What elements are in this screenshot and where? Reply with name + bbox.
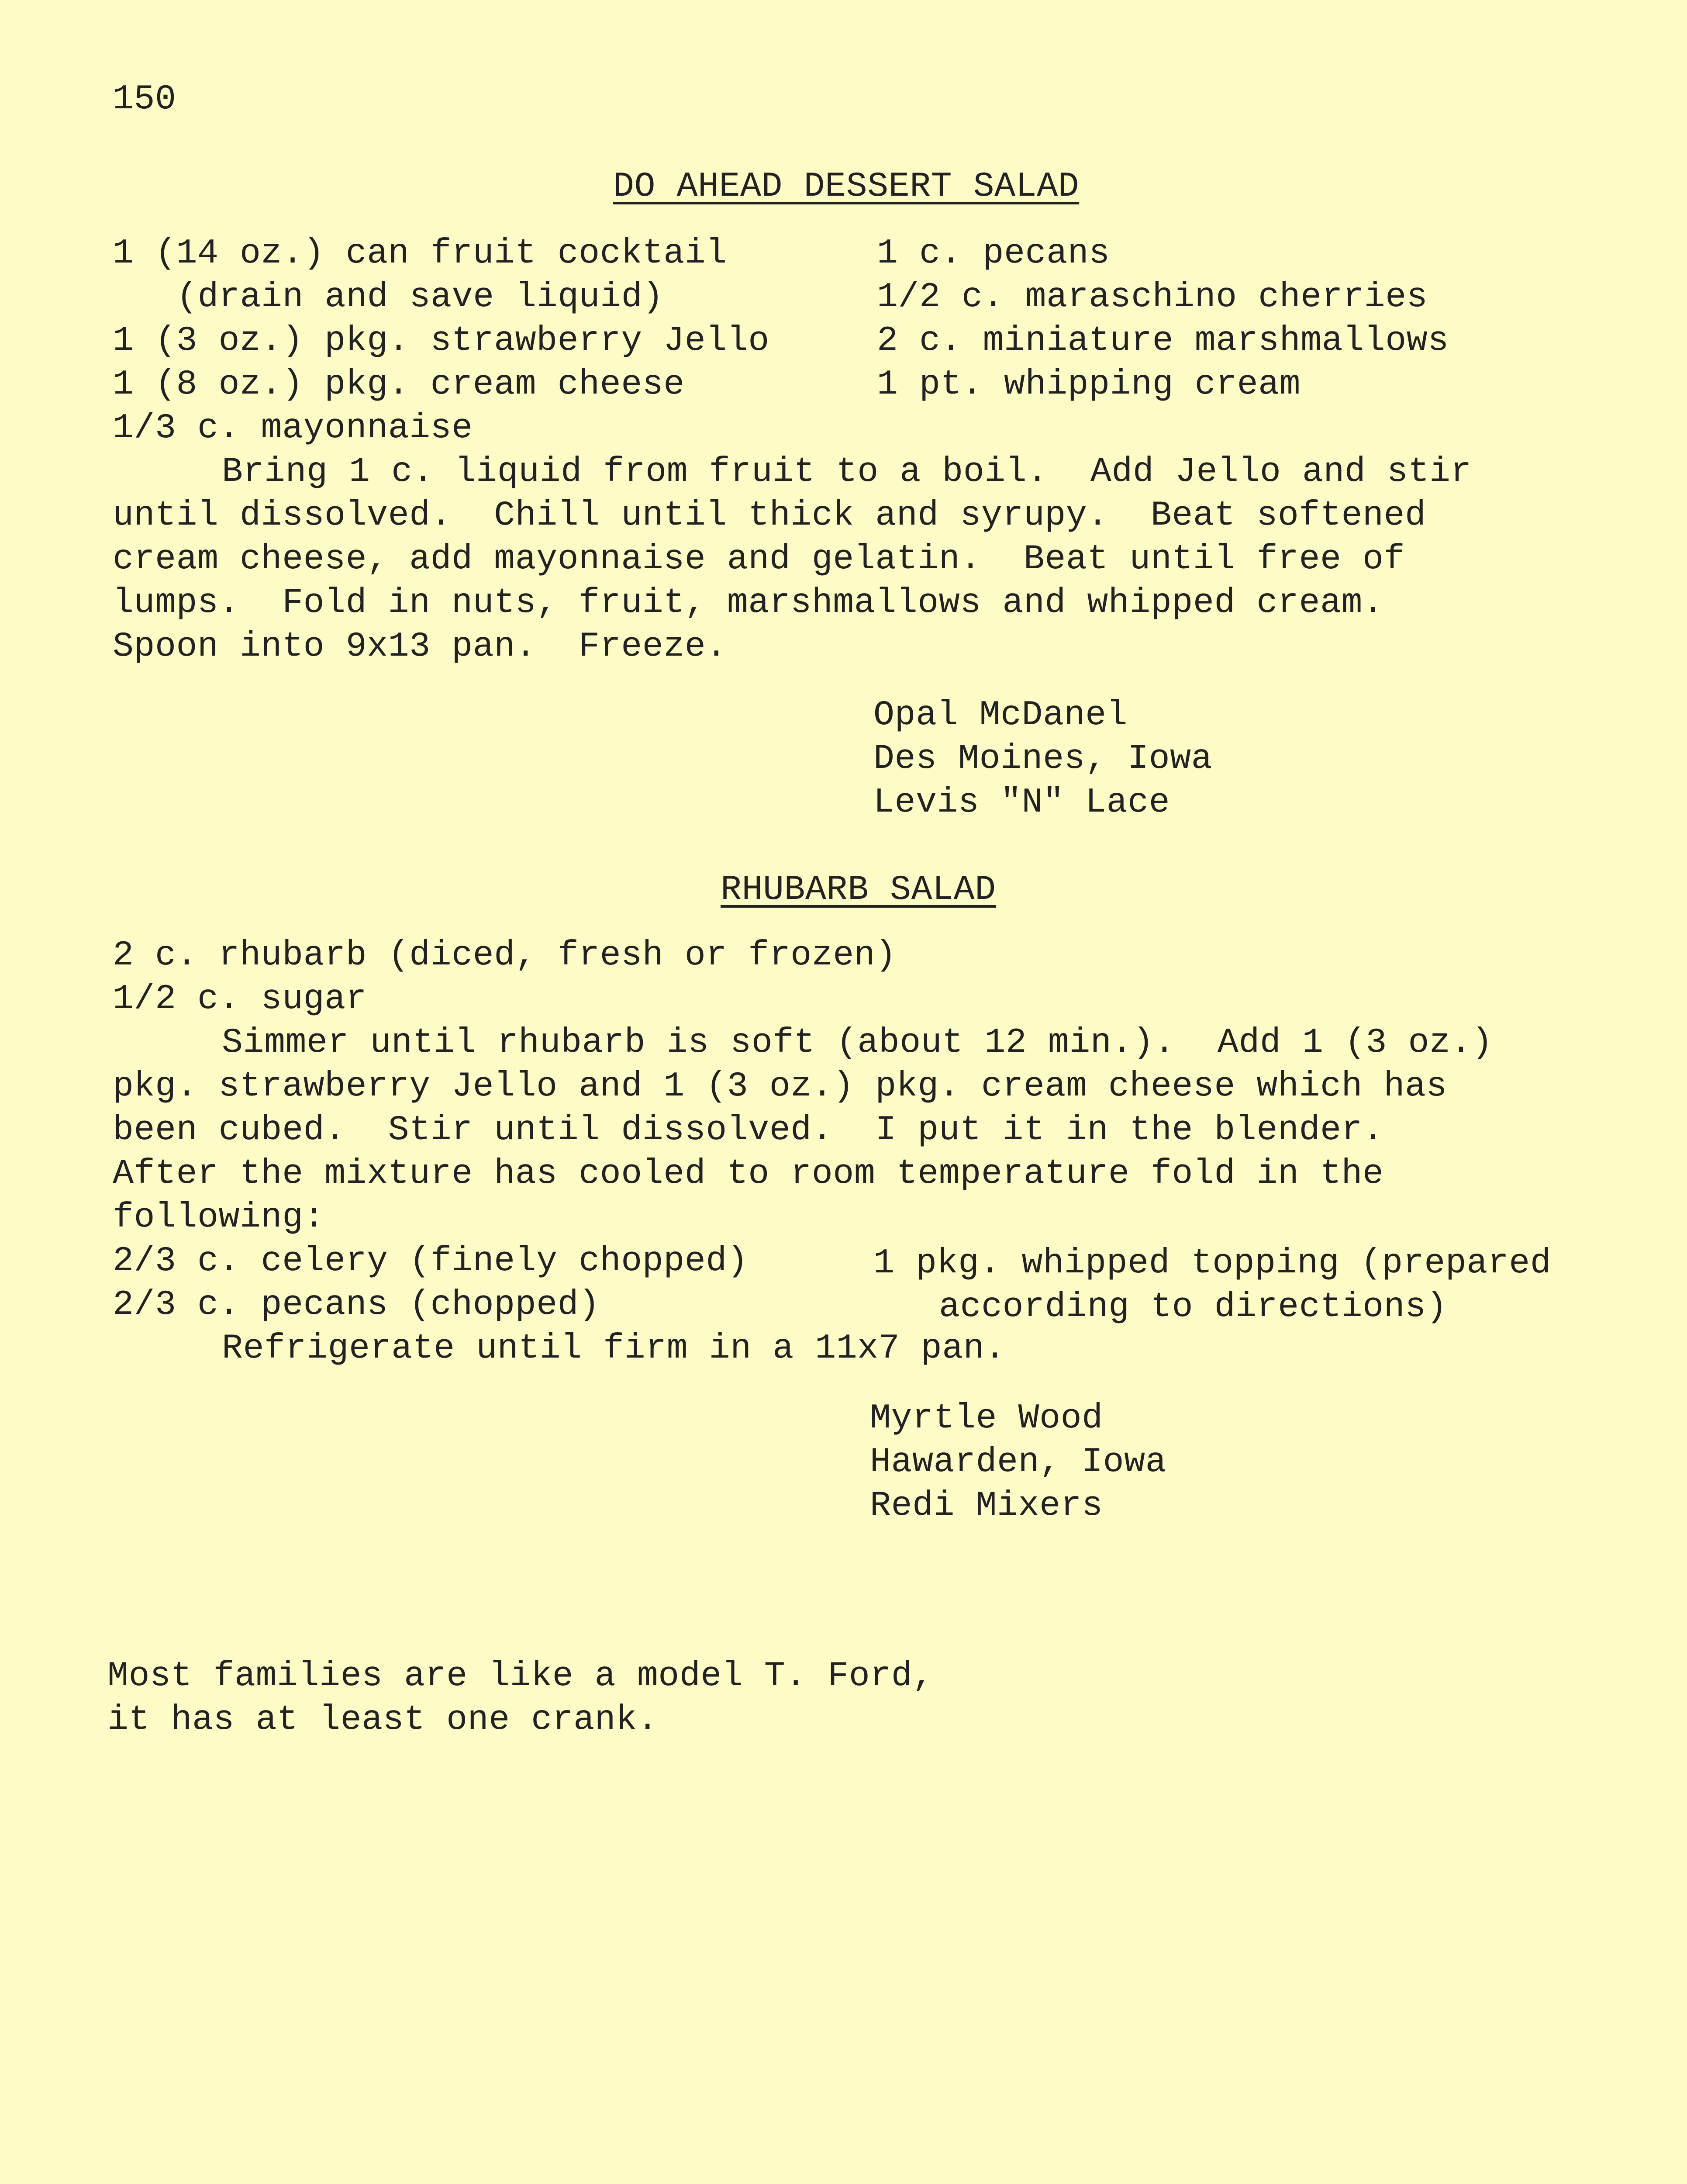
direction-line: pkg. strawberry Jello and 1 (3 oz.) pkg. cream cheese which has [113, 1067, 1447, 1106]
ingredient: 1 pt. whipping cream [877, 365, 1301, 404]
ingredient: 1/3 c. mayonnaise [113, 408, 473, 448]
ingredient-note: (drain and save liquid) [176, 277, 664, 317]
ingredient: 1 pkg. whipped topping (prepared [873, 1244, 1552, 1283]
ingredient: 1 c. pecans [877, 234, 1110, 273]
author-name: Myrtle Wood [870, 1399, 1103, 1438]
recipe-title: RHUBARB SALAD [721, 870, 996, 910]
recipe-title: DO AHEAD DESSERT SALAD [613, 167, 1080, 207]
ingredient: 2 c. rhubarb (diced, fresh or frozen) [113, 936, 897, 975]
page-number: 150 [113, 79, 176, 119]
ingredient: 1/2 c. sugar [113, 979, 367, 1019]
ingredient: 2/3 c. pecans (chopped) [113, 1285, 600, 1325]
author-city: Hawarden, Iowa [870, 1442, 1167, 1482]
ingredient: 1/2 c. maraschino cherries [877, 277, 1428, 317]
ingredient: 2 c. miniature marshmallows [877, 321, 1449, 361]
author-club: Redi Mixers [870, 1486, 1103, 1526]
direction-line: Refrigerate until firm in a 11x7 pan. [222, 1329, 1006, 1368]
ingredient: 2/3 c. celery (finely chopped) [113, 1241, 749, 1281]
author-city: Des Moines, Iowa [873, 739, 1213, 779]
direction-line: Bring 1 c. liquid from fruit to a boil. Add Jello and stir [222, 452, 1472, 492]
ingredient: 1 (3 oz.) pkg. strawberry Jello [113, 321, 769, 361]
direction-line: cream cheese, add mayonnaise and gelatin. Beat until free of [113, 539, 1405, 579]
author-name: Opal McDanel [873, 695, 1128, 735]
direction-line: following: [113, 1198, 325, 1237]
ingredient: 1 (8 oz.) pkg. cream cheese [113, 365, 685, 404]
quote-line: it has at least one crank. [107, 1700, 659, 1740]
ingredient: 1 (14 oz.) can fruit cocktail [113, 234, 727, 273]
author-club: Levis "N" Lace [873, 783, 1170, 822]
direction-line: Simmer until rhubarb is soft (about 12 min.). Add 1 (3 oz.) [222, 1023, 1493, 1063]
quote-line: Most families are like a model T. Ford, [107, 1656, 934, 1696]
direction-line: been cubed. Stir until dissolved. I put it in the blender. [113, 1110, 1384, 1150]
direction-line: Spoon into 9x13 pan. Freeze. [113, 627, 727, 667]
ingredient-note: according to directions) [939, 1287, 1448, 1327]
direction-line: lumps. Fold in nuts, fruit, marshmallows and whipped cream. [113, 583, 1384, 623]
direction-line: until dissolved. Chill until thick and syrupy. Beat softened [113, 496, 1426, 536]
direction-line: After the mixture has cooled to room temperature fold in the [113, 1154, 1384, 1194]
